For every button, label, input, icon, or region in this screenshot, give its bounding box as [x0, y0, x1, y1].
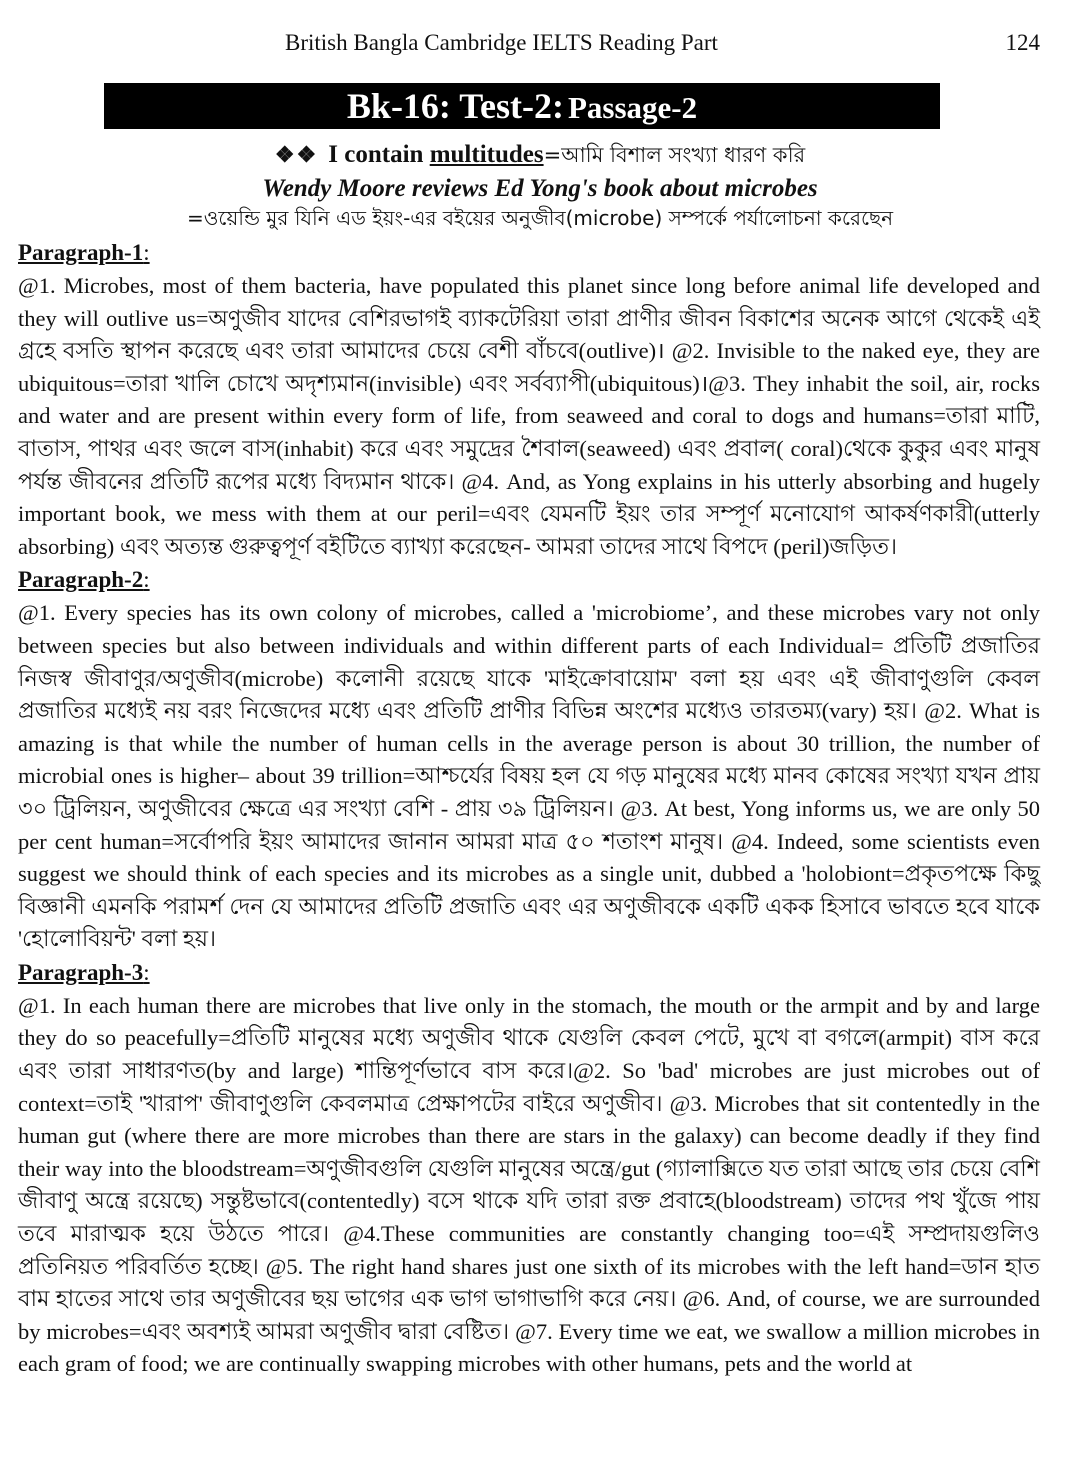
title-english-underlined: multitudes [429, 141, 544, 168]
passage-body [18, 236, 1040, 1381]
paragraph-heading: Paragraph-2 [18, 567, 144, 593]
book-title: British Bangla Cambridge IELTS Reading Part [285, 30, 718, 55]
banner-passage: Passage-2 [567, 90, 698, 125]
paragraph-block-3: Paragraph-3: @1. In each human there are microbes that live only in the stomach, the mouth or the armpit and by and large they do so peacefully=প্রতিটি মানুষের মধ্যে অণুজীব থাকে যেগুলি কেবল পেটে, মুখে বা বগলে(armpit) বাস করে এবং তারা সাধারণত(by and large) শান্তিপূর্ণভাবে বাস করে।@2. So 'bad' microbes are just microbes out of context=তাই 'খারাপ' জীবাণুগুলি কেবলমাত্র প্রেক্ষাপটের বাইরে অণুজীব। @3. Microbes that sit contentedly in the human gut (where there are more microbes than there are stars in the galaxy) can become deadly if they find their way into the bloodstream=অণুজীবগুলি যেগুলি মানুষের অন্ত্রে/gut (গ্যালাক্সিতে যত তারা আছে তার চেয়ে বেশি জীবাণু অন্ত্রে রয়েছে) সন্তুষ্টভাবে(contentedly) বসে থাকে যদি তারা রক্ত প্রবাহে(bloodstream) তাদের পথ খুঁজে পায় তবে মারাত্মক হয়ে উঠতে পারে। @4.These communities are constantly changing too=এই সম্প্রদায়গুলিও প্রতিনিয়ত পরিবর্তিত হচ্ছে। @5. The right hand shares just one sixth of its microbes with the left hand=ডান হাত বাম হাতের সাথে তার অণুজীবের ছয় ভাগের এক ভাগ ভাগাভাগি করে নেয়। @6. And, of course, we are surrounded by microbes=এবং অবশ্যই আমরা অণুজীব দ্বারা বেষ্টিত। @7. Every time we eat, we swallow a million microbes in each gram of food; we are continually swapping microbes with other humans, pets and the world at [18, 956, 1040, 1381]
passage-title [0, 137, 1080, 173]
banner-book-test: Bk-16: Test-2: [346, 86, 564, 126]
page-number: 124 [1005, 30, 1040, 55]
paragraph-block-2: Paragraph-2: @1. Every species has its own colony of microbes, called a 'microbiome’, and these microbes vary not only between species but also between individuals and within different parts of each Individual= প্রতিটি প্রজাতির নিজস্ব জীবাণুর/অণুজীব(microbe) কলোনী রয়েছে যাকে 'মাইক্রোবায়োম' বলা হয় এবং এই জীবাণুগুলি কেবল প্রজাতির মধ্যেই নয় বরং নিজেদের মধ্যে এবং প্রতিটি প্রাণীর বিভিন্ন অংশের মধ্যেও তারতম্য(vary) হয়। @2. What is amazing is that while the number of human cells in the average person is about 30 trillion, the number of microbial ones is higher– about 39 trillion=আশ্চর্যের বিষয় হল যে গড় মানুষের মধ্যে মানব কোষের সংখ্যা যখন প্রায় ৩০ ট্রিলিয়ন, অণুজীবের ক্ষেত্রে এর সংখ্যা বেশি - প্রায় ৩৯ ট্রিলিয়ন। @3. At best, Yong informs us, we are only 50 per cent human=সর্বোপরি ইয়ং আমাদের জানান আমরা মাত্র ৫০ শতাংশ মানুষ। @4. Indeed, some scientists even suggest we should think of each species and its microbes as a single unit, dubbed a 'holobiont=প্রকৃতপক্ষে কিছু বিজ্ঞানী এমনকি পরামর্শ দেন যে আমাদের প্রতিটি প্রজাতি এবং এর অণুজীবকে একটি একক হিসাবে ভাবতে হবে যাকে 'হোলোবিয়ন্ট' বলা হয়। [18, 563, 1040, 956]
paragraph-heading: Paragraph-3 [18, 959, 144, 985]
running-header [0, 30, 1080, 62]
test-banner [104, 83, 940, 129]
review-subtitle: Wendy Moore reviews Ed Yong's book about microbes [262, 175, 818, 202]
paragraph-heading: Paragraph-1 [18, 240, 144, 265]
paragraph-text: @1. Every species has its own colony of microbes, called a 'microbiome’, and these microbes vary not only between species but also between individuals and within different parts of each Individual= প্রতিটি প্রজাতির নিজস্ব জীবাণুর/অণুজীব(microbe) কলোনী রয়েছে যাকে 'মাইক্রোবায়োম' বলা হয় এবং এই জীবাণুগুলি কেবল প্রজাতির মধ্যেই নয় বরং নিজেদের মধ্যে এবং প্রতিটি প্রাণীর বিভিন্ন অংশের মধ্যেও তারতম্য(vary) হয়। @2. What is amazing is that while the number of human cells in the average person is about 30 trillion, the number of microbial ones is higher– about 39 trillion=আশ্চর্যের বিষয় হল যে গড় মানুষের মধ্যে মানব কোষের সংখ্যা যখন প্রায় ৩০ ট্রিলিয়ন, অণুজীবের ক্ষেত্রে এর সংখ্যা বেশি - প্রায় ৩৯ ট্রিলিয়ন। @3. At best, Yong informs us, we are only 50 per cent human=সর্বোপরি ইয়ং আমাদের জানান আমরা মাত্র ৫০ শতাংশ মানুষ। @4. Indeed, some scientists even suggest we should think of each species and its microbes as a single unit, dubbed a 'holobiont=প্রকৃতপক্ষে কিছু বিজ্ঞানী এমনকি পরামর্শ দেন যে আমাদের প্রতিটি প্রজাতি এবং এর অণুজীবকে একটি একক হিসাবে ভাবতে হবে যাকে 'হোলোবিয়ন্ট' বলা হয়। [18, 600, 1040, 952]
diamond-bullets-icon: ❖❖ [274, 142, 319, 167]
paragraph-block-1: Paragraph-1: @1. Microbes, most of them bacteria, have populated this planet since long before animal life developed and they will outlive us=অণুজীব যাদের বেশিরভাগই ব্যাকটেরিয়া তারা প্রাণীর জীবন বিকাশের অনেক আগে থেকেই এই গ্রহে বসতি স্থাপন করেছে এবং তারা আমাদের চেয়ে বেশী বাঁচবে(outlive)। @2. Invisible to the naked eye, they are ubiquitous=তারা খালি চোখে অদৃশ্যমান(invisible) এবং সর্বব্যাপী(ubiquitous)।@3. They inhabit the soil, air, rocks and water and are present within every form of life, from seaweed and coral to dogs and humans=তারা মাটি, বাতাস, পাথর এবং জলে বাস(inhabit) করে এবং সমুদ্রের শৈবাল(seaweed) এবং প্রবাল( coral)থেকে কুকুর এবং মানুষ পর্যন্ত জীবনের প্রতিটি রূপের মধ্যে বিদ্যমান থাকে। @4. And, as Yong explains in his utterly absorbing and hugely important book, we mess with them at our peril=এবং যেমনটি ইয়ং তার সম্পূর্ণ মনোযোগ আকর্ষণকারী(utterly absorbing) এবং অত্যন্ত গুরুত্বপূর্ণ বইটিতে ব্যাখ্যা করেছেন- আমরা তাদের সাথে বিপদে (peril)জড়িত। [18, 236, 1040, 563]
review-subtitle-bangla: =ওয়েন্ডি মুর যিনি এড ইয়ং-এর বইয়ের অনুজীব(microbe) সম্পর্কে পর্যালোচনা করেছেন [186, 206, 894, 230]
paragraph-text: @1. In each human there are microbes that live only in the stomach, the mouth or the armpit and by and large they do so peacefully=প্রতিটি মানুষের মধ্যে অণুজীব থাকে যেগুলি কেবল পেটে, মুখে বা বগলে(armpit) বাস করে এবং তারা সাধারণত(by and large) শান্তিপূর্ণভাবে বাস করে।@2. So 'bad' microbes are just microbes out of context=তাই 'খারাপ' জীবাণুগুলি কেবলমাত্র প্রেক্ষাপটের বাইরে অণুজীব। @3. Microbes that sit contentedly in the human gut (where there are more microbes than there are stars in the galaxy) can become deadly if they find their way into the bloodstream=অণুজীবগুলি যেগুলি মানুষের অন্ত্রে/gut (গ্যালাক্সিতে যত তারা আছে তার চেয়ে বেশি জীবাণু অন্ত্রে রয়েছে) সন্তুষ্টভাবে(contentedly) বসে থাকে যদি তারা রক্ত প্রবাহে(bloodstream) তাদের পথ খুঁজে পায় তবে মারাত্মক হয়ে উঠতে পারে। @4.These communities are constantly changing too=এই সম্প্রদায়গুলিও প্রতিনিয়ত পরিবর্তিত হচ্ছে। @5. The right hand shares just one sixth of its microbes with the left hand=ডান হাত বাম হাতের সাথে তার অণুজীবের ছয় ভাগের এক ভাগ ভাগাভাগি করে নেয়। @6. And, of course, we are surrounded by microbes=এবং অবশ্যই আমরা অণুজীব দ্বারা বেষ্টিত। @7. Every time we eat, we swallow a million microbes in each gram of food; we are continually swapping microbes with other humans, pets and the world at [18, 992, 1040, 1377]
paragraph-text: @1. Microbes, most of them bacteria, have populated this planet since long before animal life developed and they will outlive us=অণুজীব যাদের বেশিরভাগই ব্যাকটেরিয়া তারা প্রাণীর জীবন বিকাশের অনেক আগে থেকেই এই গ্রহে বসতি স্থাপন করেছে এবং তারা আমাদের চেয়ে বেশী বাঁচবে(outlive)। @2. Invisible to the naked eye, they are ubiquitous=তারা খালি চোখে অদৃশ্যমান(invisible) এবং সর্বব্যাপী(ubiquitous)।@3. They inhabit the soil, air, rocks and water and are present within every form of life, from seaweed and coral to dogs and humans=তারা মাটি, বাতাস, পাথর এবং জলে বাস(inhabit) করে এবং সমুদ্রের শৈবাল(seaweed) এবং প্রবাল( coral)থেকে কুকুর এবং মানুষ পর্যন্ত জীবনের প্রতিটি রূপের মধ্যে বিদ্যমান থাকে। @4. And, as Yong explains in his utterly absorbing and hugely important book, we mess with them at our peril=এবং যেমনটি ইয়ং তার সম্পূর্ণ মনোযোগ আকর্ষণকারী(utterly absorbing) এবং অত্যন্ত গুরুত্বপূর্ণ বইটিতে ব্যাখ্যা করেছেন- আমরা তাদের সাথে বিপদে (peril)জড়িত। [18, 273, 1040, 559]
title-bangla-translation: =আমি বিশাল সংখ্যা ধারণ করি [543, 143, 806, 167]
title-english-prefix: I contain [328, 141, 430, 168]
